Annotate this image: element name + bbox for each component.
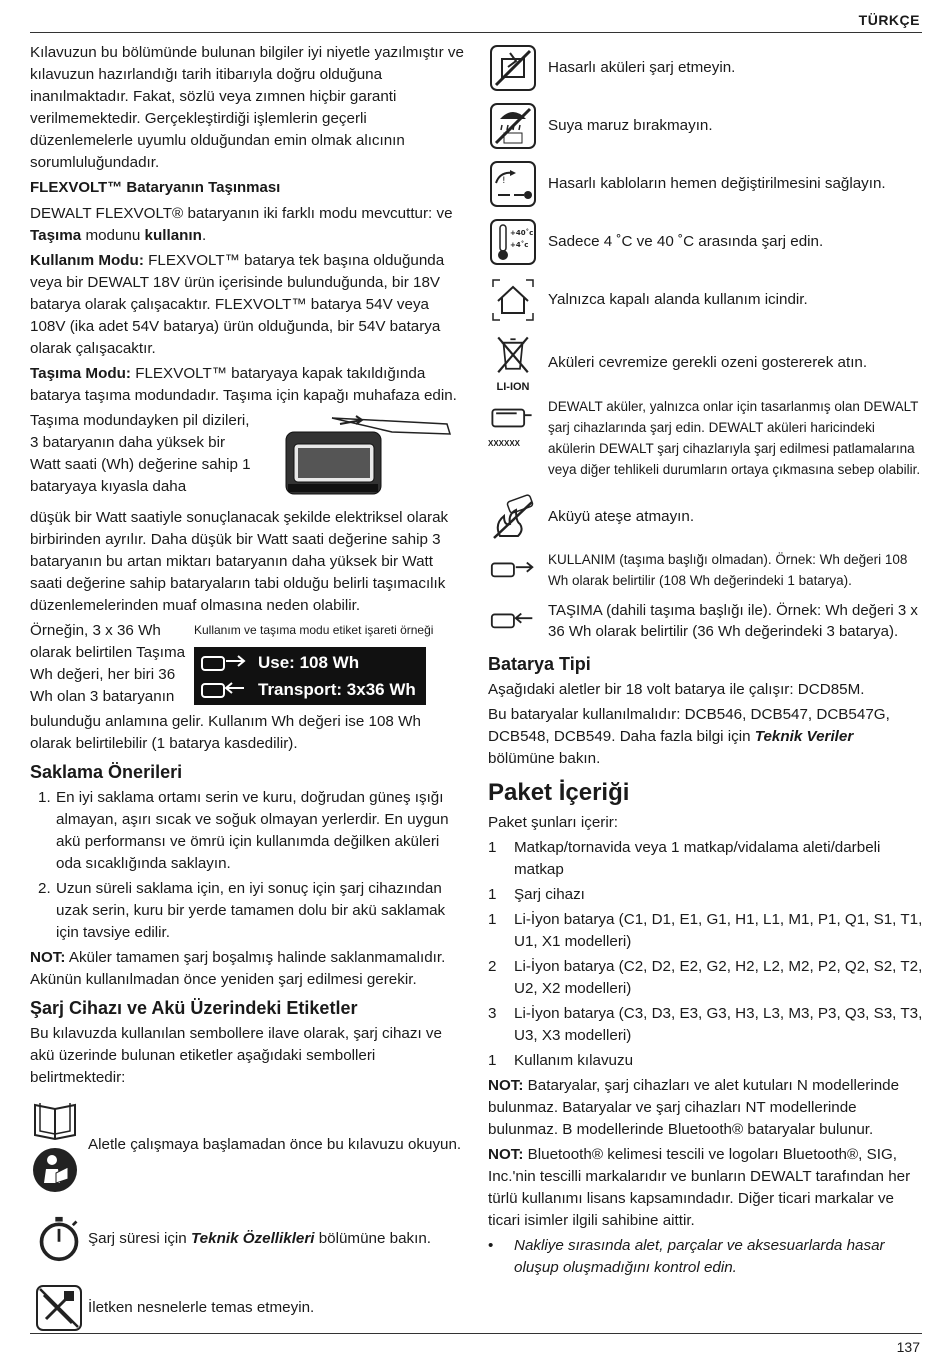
package-list	[488, 837, 924, 1072]
package-note-1: NOT: Bataryalar, şarj cihazları ve alet kutuları N modellerinde bulunmaz. Bataryalar ve şarj cihazları NT modellerinde bulunmaz. B modellerinde Bluetooth® bataryalar bulunur.	[488, 1077, 900, 1138]
storage-note: NOT: Aküler tamamen şarj boşalmış halinde saklanmamalıdır. Akünün kullanılmadan önce yeniden şarj edilmesi gerekir.	[30, 949, 446, 988]
damaged-cable-icon	[488, 159, 538, 209]
label-use-text: Use: 108 Wh	[258, 652, 360, 672]
header-divider	[30, 32, 922, 33]
flexvolt-battery-icon	[282, 410, 462, 500]
list-item: 1. En iyi saklama ortamı serin ve kuru, doğrudan güneş ışığı almayan, aşırı sıcak ve soğuk olmayan yerlerdir. En uygun akü performansı ve ömrü için kullanımda değilken aküleri oda sıcaklığında saklayın.	[38, 789, 449, 872]
battery-illustration	[252, 410, 466, 507]
usage-wh-row: KULLANIM (taşıma başlığı olmadan). Örnek: Wh değeri 108 Wh olarak belirtilir (108 Wh değerindeki 1 batarya).	[488, 549, 924, 594]
read-manual-text: Aletle çalışmaya başlamadan önce bu kılavuzu okuyun.	[88, 1136, 462, 1153]
svg-text:!: !	[502, 176, 506, 186]
symbol-row: +40˚c +4˚c Sadece 4 ˚C ve 40 ˚C arasında şarj edin.	[488, 216, 924, 268]
svg-text:+4˚c: +4˚c	[510, 241, 529, 249]
no-conductive-objects-icon	[30, 1283, 88, 1333]
list-item: 1 Kullanım kılavuzu	[488, 1052, 634, 1069]
conductive-text: İletken nesnelerle temas etmeyin.	[88, 1299, 315, 1316]
page-number: 137	[896, 1339, 920, 1355]
transport-icon	[488, 600, 538, 640]
use-mode-paragraph: Kullanım Modu: FLEXVOLT™ batarya tek başına olduğunda veya bir DEWALT 18V ürün içerisinde bulunduğunda, bir 18V batarya olarak çalışacaktır. FLEXVOLT™ batarya 54V veya 108V (ika adet 54V batarya) ürün olduğunda, bir 54V batarya olarak çalışacaktır.	[30, 252, 445, 357]
right-column	[488, 42, 924, 1279]
list-item: 3 Li-İyon batarya (C3, D3, E3, G3, H3, L3, M3, P3, Q3, S3, T3, U3, X3 modelleri)	[488, 1005, 923, 1044]
label-transport-text: Transport: 3x36 Wh	[258, 679, 416, 699]
package-heading: Paket İçeriği	[488, 779, 630, 806]
dewalt-charger-row	[488, 396, 924, 483]
li-ion-label: LI-ION	[496, 380, 530, 393]
list-item: 1 Li-İyon batarya (C1, D1, E1, G1, H1, L1, M1, P1, Q1, S1, T1, U1, X1 modelleri)	[488, 911, 923, 950]
no-charge-damaged-icon	[488, 43, 538, 93]
svg-text:+40˚c: +40˚c	[510, 229, 534, 237]
transport-mode-icon	[200, 680, 250, 700]
symbol-row: Suya maruz bırakmayın.	[488, 100, 924, 152]
xx-label: XXXXXX	[488, 439, 521, 448]
example-paragraph-rest: bulunduğu anlamına gelir. Kullanım Wh değeri ise 108 Wh olarak belirtilebilir (1 batarya kasdedilir).	[30, 713, 421, 752]
book-icon	[30, 1095, 80, 1145]
battery-type-heading: Batarya Tipi	[488, 654, 591, 674]
transport-wh-row: TAŞIMA (dahili taşıma başlığı ile). Örnek: Wh değeri 3 x 36 Wh olarak belirtilir (36 Wh değerindeki 3 batarya).	[488, 600, 924, 645]
labels-intro: Bu kılavuzda kullanılan sembollere ilave olarak, şarj cihazı ve akü üzerinde bulunan etiketler aşağıdaki sembolleri belirtmektedir:	[30, 1025, 442, 1086]
usage-icon	[488, 549, 538, 589]
footer-divider	[30, 1333, 922, 1334]
charge-time-text: Şarj süresi için Teknik Özellikleri bölümüne bakın.	[88, 1230, 432, 1247]
list-item: 2. Uzun süreli saklama için, en iyi sonuç için şarj cihazından uzak serin, kuru bir yerde tamamen dolu bir akü saklamak için tavsiye edilir.	[38, 880, 446, 941]
temperature-icon	[488, 217, 538, 267]
list-item: 1 Matkap/tornavida veya 1 matkap/vidalama aleti/darbeli matkap	[488, 839, 881, 878]
recycle-bin-icon	[493, 334, 533, 374]
example-paragraph: Örneğin, 3 x 36 Wh olarak belirtilen Taşıma Wh değeri, her biri 36 Wh olan 3 bataryanın	[30, 622, 186, 705]
symbol-row: Yalnızca kapalı alanda kullanım icindir.	[488, 274, 924, 326]
battery-type-paragraph-2: Bu bataryalar kullanılmalıdır: DCB546, DCB547, DCB547G, DCB548, DCB549. Daha fazla bilgi için Teknik Veriler bölümüne bakın.	[488, 706, 890, 767]
dewalt-charger-text: DEWALT aküler, yalnızca onlar için tasarlanmış olan DEWALT şarj cihazlarında şarj edin. DEWALT aküleri haricindeki akülerin DEWALT şarj cihazlarıyla şarj edilmesi patlamalarına veya diğer tehlikeli durumların ortaya çıkmasına sebep olabilir.	[548, 399, 921, 477]
transport-mode-paragraph: Taşıma Modu: FLEXVOLT™ bataryaya kapak takıldığında batarya taşıma modundadır. Taşıma için kapağı muhafaza edin.	[30, 365, 457, 404]
example-block	[30, 620, 466, 711]
use-mode-icon	[200, 653, 250, 673]
list-item: 2 Li-İyon batarya (C2, D2, E2, G2, H2, L2, M2, P2, Q2, S2, T2, U2, X2 modelleri)	[488, 958, 923, 997]
list-item: 1 Şarj cihazı	[488, 886, 585, 903]
package-intro: Paket şunları içerir:	[488, 814, 618, 831]
indoor-use-icon	[488, 275, 538, 325]
flexvolt-heading: FLEXVOLT™ Bataryanın Taşınması	[30, 179, 281, 196]
symbol-row: LI-ION Aküleri cevremize gerekli ozeni gostererek atın.	[488, 332, 924, 394]
conductive-row	[30, 1283, 466, 1333]
stopwatch-icon	[30, 1211, 88, 1267]
symbol-row: Hasarlı aküleri şarj etmeyin.	[488, 42, 924, 94]
charger-battery-icon	[488, 404, 536, 432]
intro-paragraph: Kılavuzun bu bölümünde bulunan bilgiler iyi niyetle yazılmıştır ve kılavuzun hazırlandığı tarih itibarıyla doğru olduğuna inanılmaktadır. Fakat, sözlü veya zımnen hiçbir garanti verilmemektedir. Gerçekleştirdiği işlemlerin geçerli düzenlemelerle uyumlu olduğundan emin olmak alıcının sorumluluğundadır.	[30, 44, 464, 171]
labels-heading: Şarj Cihazı ve Akü Üzerindeki Etiketler	[30, 998, 358, 1018]
no-fire-icon	[488, 492, 538, 542]
no-water-icon	[488, 101, 538, 151]
charge-time-row	[30, 1211, 466, 1267]
language-label: TÜRKÇE	[858, 12, 920, 28]
flexvolt-modes-paragraph: DEWALT FLEXVOLT® bataryanın iki farklı modu mevcuttur: ve Taşıma modunu kullanın.	[30, 205, 453, 244]
mode-label-example	[194, 647, 426, 705]
read-manual-icon	[30, 1145, 80, 1195]
shipping-check-bullet: • Nakliye sırasında alet, parçalar ve aksesuarlarda hasar oluşup oluşmadığını kontrol edin.	[488, 1237, 885, 1276]
transport-explanation: Taşıma modundayken pil dizileri, 3 bataryanın daha yüksek bir Watt saati (Wh) değerine sahip 1 bataryaya kıyasla daha	[30, 410, 466, 507]
left-column	[30, 42, 466, 1333]
package-note-2: NOT: Bluetooth® kelimesi tescili ve logoları Bluetooth®, SIG, Inc.'nin tescilli markalarıdır ve bunların DEWALT tarafından her türlü kullanımı lisans kapsamındadır. Diğer ticari markalar ve ticari isimler ilgili sahibine aittir.	[488, 1146, 911, 1229]
symbol-row: Aküyü ateşe atmayın.	[488, 489, 924, 545]
read-manual-row	[30, 1095, 466, 1195]
symbol-row: ! Hasarlı kabloların hemen değiştirilmesini sağlayın.	[488, 158, 924, 210]
battery-type-paragraph: Aşağıdaki aletler bir 18 volt batarya ile çalışır: DCD85M.	[488, 681, 865, 698]
transport-paragraph-rest: düşük bir Watt saatiyle sonuçlanacak şekilde elektriksel olarak birbirinden ayrılır. Daha düşük bir Watt saati değerine sahip 3 bataryanın bu artan miktarı bataryanın daha yüksek bir Watt saati değerine sahip bataryaların tabi olduğu belirli taşımacılık düzenlemelerinden muaf olmasına neden olabilir.	[30, 509, 449, 614]
storage-heading: Saklama Önerileri	[30, 762, 183, 782]
label-caption: Kullanım ve taşıma modu etiket işareti örneği	[194, 623, 434, 637]
storage-list	[38, 787, 466, 944]
